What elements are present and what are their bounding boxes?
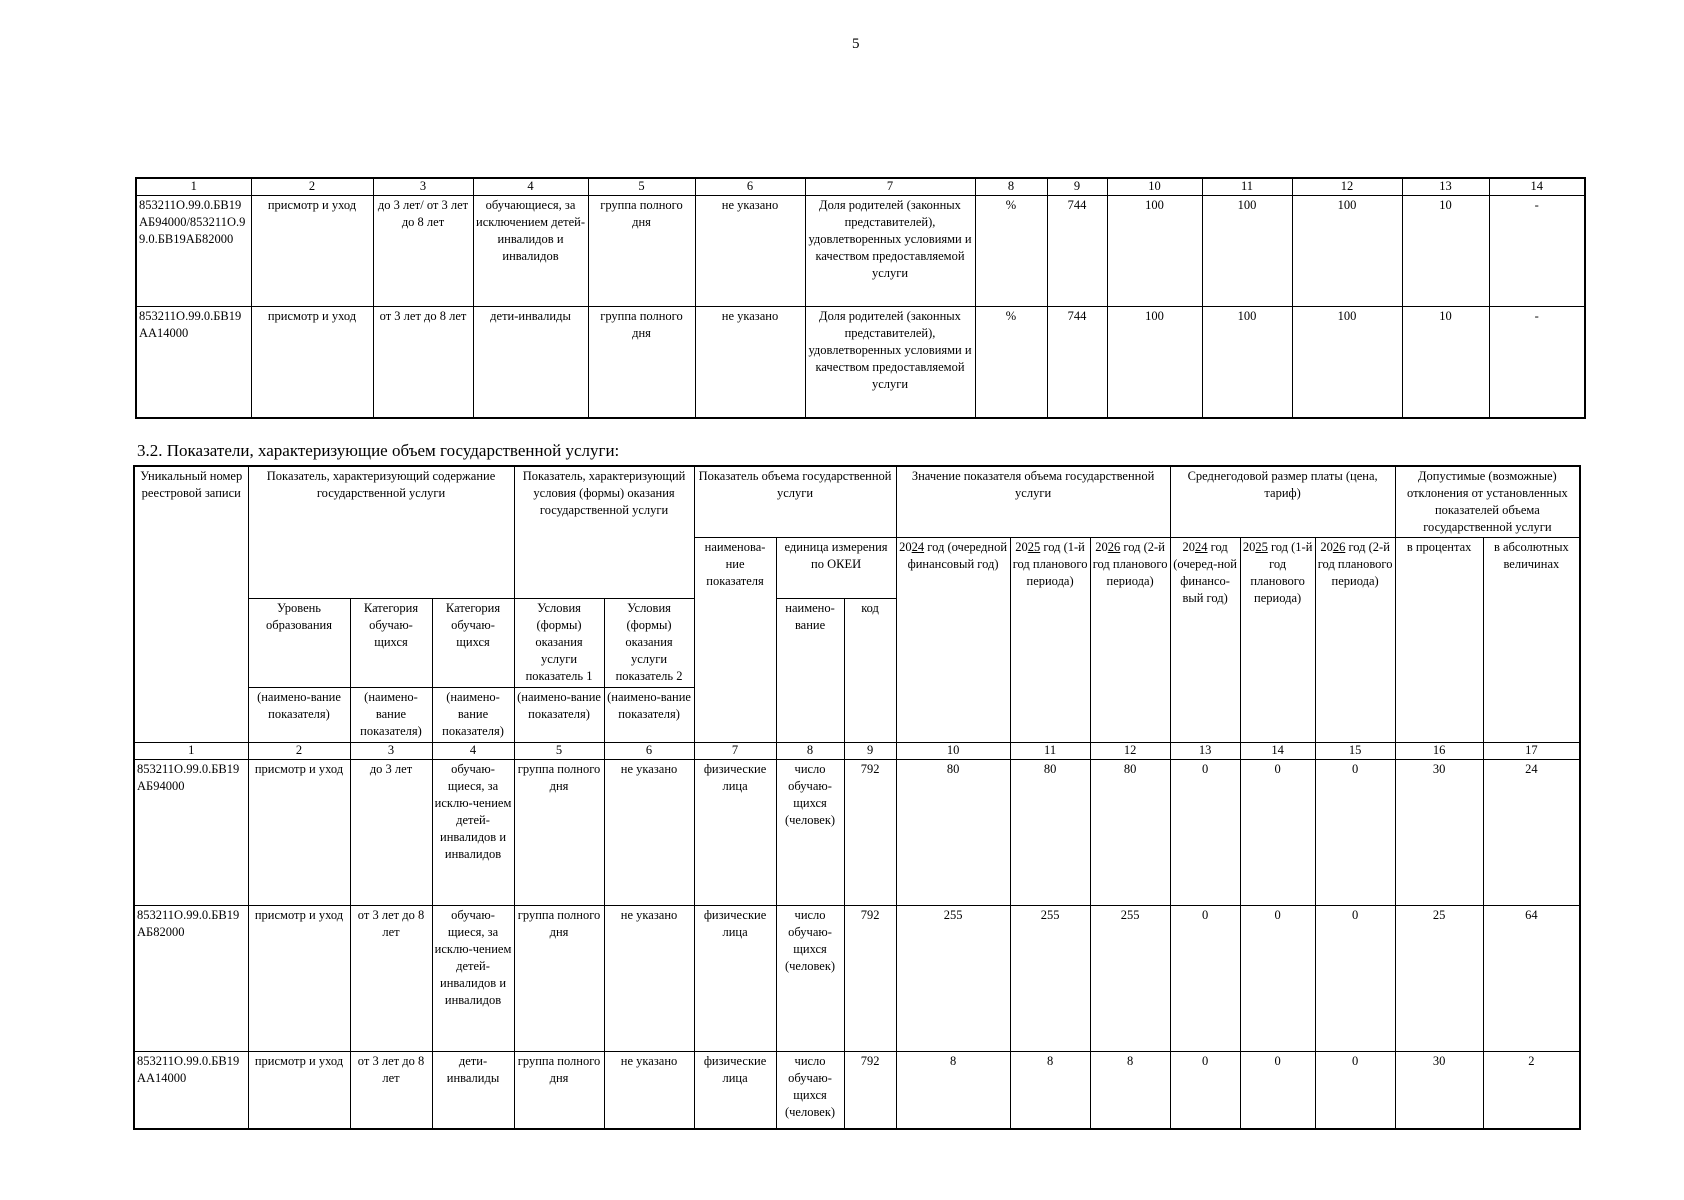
col-num: 4: [473, 178, 588, 196]
category-cell: дети-инвалиды: [432, 1052, 514, 1130]
age-cell: от 3 лет до 8 лет: [350, 906, 432, 1052]
deviation-percent: 10: [1402, 196, 1489, 307]
col-num: 6: [695, 178, 805, 196]
okei-cell: 792: [844, 760, 896, 906]
value-2025: 80: [1010, 760, 1090, 906]
col-num: 10: [896, 743, 1010, 760]
header-row: [134, 466, 1580, 538]
header-fee-group: Среднегодовой размер платы (цена, тариф): [1170, 466, 1395, 538]
header-name-indicator: (наимено-вание показателя): [432, 688, 514, 743]
deviation-absolute: 64: [1483, 906, 1580, 1052]
header-condition-1: Условия (формы) оказания услуги показатель 1: [514, 599, 604, 688]
registry-code: 853211О.99.0.БВ19АА14000: [134, 1052, 248, 1130]
year-caption: год (2-й год планового периода): [1092, 540, 1168, 588]
okei-cell: 744: [1047, 307, 1107, 419]
deviation-percent: 10: [1402, 307, 1489, 419]
fee-2026: 0: [1315, 760, 1395, 906]
condition2-cell: не указано: [604, 760, 694, 906]
deviation-absolute: 24: [1483, 760, 1580, 906]
year-suffix: 25: [1255, 540, 1268, 554]
fee-2025: 0: [1240, 760, 1315, 906]
deviation-absolute: 2: [1483, 1052, 1580, 1130]
quality-indicators-table: [135, 177, 1586, 419]
indicator-cell: Доля родителей (законных представителей), удовлетворенных условиями и качеством предоставляемой услуги: [805, 196, 975, 307]
category-cell: обучаю-щиеся, за исклю-чением детей-инвалидов и инвалидов: [432, 906, 514, 1052]
value-2024: 80: [896, 760, 1010, 906]
col-num: 8: [975, 178, 1047, 196]
col-num: 1: [136, 178, 251, 196]
value-2024: 100: [1107, 196, 1202, 307]
table-row: [136, 196, 1585, 307]
fee-2025: 0: [1240, 1052, 1315, 1130]
table-row: [136, 307, 1585, 419]
fee-2024: 0: [1170, 906, 1240, 1052]
year-suffix: 26: [1107, 540, 1121, 554]
content-cell: присмотр и уход: [251, 196, 373, 307]
header-value-group: Значение показателя объема государственной услуги: [896, 466, 1170, 538]
header-year-2024: [896, 538, 1010, 743]
indicator-cell: физические лица: [694, 760, 776, 906]
unit-cell: %: [975, 196, 1047, 307]
age-cell: до 3 лет: [350, 760, 432, 906]
condition2-cell: не указано: [695, 307, 805, 419]
year-prefix: 20: [1095, 540, 1108, 554]
header-in-absolute: в абсолютных величинах: [1483, 538, 1580, 743]
deviation-percent: 30: [1395, 760, 1483, 906]
value-2025: 255: [1010, 906, 1090, 1052]
header-category-2: Категория обучаю-щихся: [432, 599, 514, 688]
col-num: 2: [251, 178, 373, 196]
value-2024: 100: [1107, 307, 1202, 419]
fee-2024: 0: [1170, 760, 1240, 906]
indicator-cell: Доля родителей (законных представителей), удовлетворенных условиями и качеством предоставляемой услуги: [805, 307, 975, 419]
table-row: [134, 760, 1580, 906]
deviation-percent: 30: [1395, 1052, 1483, 1130]
age-cell: от 3 лет до 8 лет: [373, 307, 473, 419]
header-unit-okei: единица измерения по ОКЕИ: [776, 538, 896, 599]
col-num: 5: [588, 178, 695, 196]
year-suffix: 24: [911, 540, 925, 554]
header-fee-2024: [1170, 538, 1240, 743]
year-suffix: 26: [1332, 540, 1346, 554]
col-num: 2: [248, 743, 350, 760]
col-num: 10: [1107, 178, 1202, 196]
col-num: 17: [1483, 743, 1580, 760]
condition-cell: группа полного дня: [588, 196, 695, 307]
category-cell: дети-инвалиды: [473, 307, 588, 419]
condition-cell: группа полного дня: [514, 1052, 604, 1130]
year-prefix: 20: [1320, 540, 1333, 554]
registry-code: 853211О.99.0.БВ19АБ94000/853211О.99.0.БВ19АБ82000: [136, 196, 251, 307]
value-2026: 100: [1292, 307, 1402, 419]
year-caption: год (1-й год планового периода): [1250, 540, 1313, 605]
header-name-indicator: (наимено-вание показателя): [350, 688, 432, 743]
condition-cell: группа полного дня: [588, 307, 695, 419]
value-2025: 100: [1202, 196, 1292, 307]
age-cell: от 3 лет до 8 лет: [350, 1052, 432, 1130]
condition-cell: группа полного дня: [514, 760, 604, 906]
year-caption: год (1-й год планового периода): [1012, 540, 1088, 588]
registry-code: 853211О.99.0.БВ19АБ82000: [134, 906, 248, 1052]
unit-cell: число обучаю-щихся (человек): [776, 906, 844, 1052]
header-year-2025: [1010, 538, 1090, 743]
header-fee-2026: [1315, 538, 1395, 743]
col-num: 4: [432, 743, 514, 760]
col-num: 6: [604, 743, 694, 760]
condition-cell: группа полного дня: [514, 906, 604, 1052]
header-name-indicator: (наимено-вание показателя): [604, 688, 694, 743]
header-conditions-group: Показатель, характеризующий условия (формы) оказания государственной услуги: [514, 466, 694, 599]
year-caption: год (2-й год планового периода): [1317, 540, 1393, 588]
year-prefix: 20: [1242, 540, 1256, 554]
value-2024: 255: [896, 906, 1010, 1052]
col-num: 14: [1489, 178, 1585, 196]
deviation-absolute: -: [1489, 196, 1585, 307]
col-num: 1: [134, 743, 248, 760]
header-in-percent: в процентах: [1395, 538, 1483, 743]
fee-2025: 0: [1240, 906, 1315, 1052]
col-num: 15: [1315, 743, 1395, 760]
fee-2026: 0: [1315, 1052, 1395, 1130]
level-cell: присмотр и уход: [248, 906, 350, 1052]
col-num: 16: [1395, 743, 1483, 760]
value-2026: 255: [1090, 906, 1170, 1052]
category-cell: обучаю-щиеся, за исклю-чением детей-инвалидов и инвалидов: [432, 760, 514, 906]
header-category-1: Категория обучаю-щихся: [350, 599, 432, 688]
header-unit-name: наимено-вание: [776, 599, 844, 743]
header-deviation-group: Допустимые (возможные) отклонения от установленных показателей объема государственной услуги: [1395, 466, 1580, 538]
col-num: 12: [1292, 178, 1402, 196]
header-name-indicator: (наимено-вание показателя): [248, 688, 350, 743]
header-volume-group: Показатель объема государственной услуги: [694, 466, 896, 538]
volume-indicators-table: [133, 465, 1581, 1130]
col-num: 11: [1202, 178, 1292, 196]
condition2-cell: не указано: [695, 196, 805, 307]
col-num: 3: [350, 743, 432, 760]
col-num: 8: [776, 743, 844, 760]
fee-2026: 0: [1315, 906, 1395, 1052]
year-prefix: 20: [1182, 540, 1195, 554]
year-caption: год (очеред-ной финансо-вый год): [1173, 540, 1237, 605]
value-2026: 8: [1090, 1052, 1170, 1130]
year-prefix: 20: [1015, 540, 1028, 554]
header-unit-code: код: [844, 599, 896, 743]
fee-2024: 0: [1170, 1052, 1240, 1130]
col-num: 11: [1010, 743, 1090, 760]
value-2026: 80: [1090, 760, 1170, 906]
header-name-indicator: (наимено-вание показателя): [514, 688, 604, 743]
level-cell: присмотр и уход: [248, 760, 350, 906]
content-cell: присмотр и уход: [251, 307, 373, 419]
year-caption: год (очередной финансовый год): [907, 540, 1008, 571]
condition2-cell: не указано: [604, 1052, 694, 1130]
header-indicator-name: наименова-ние показателя: [694, 538, 776, 743]
col-num: 5: [514, 743, 604, 760]
condition2-cell: не указано: [604, 906, 694, 1052]
column-number-row: [136, 178, 1585, 196]
col-num: 7: [805, 178, 975, 196]
table-row: [134, 906, 1580, 1052]
indicator-cell: физические лица: [694, 906, 776, 1052]
value-2025: 8: [1010, 1052, 1090, 1130]
year-prefix: 20: [899, 540, 912, 554]
unit-cell: %: [975, 307, 1047, 419]
col-num: 7: [694, 743, 776, 760]
col-num: 14: [1240, 743, 1315, 760]
value-2025: 100: [1202, 307, 1292, 419]
category-cell: обучающиеся, за исключением детей-инвалидов и инвалидов: [473, 196, 588, 307]
col-num: 9: [844, 743, 896, 760]
header-condition-2: Условия (формы) оказания услуги показатель 2: [604, 599, 694, 688]
deviation-absolute: -: [1489, 307, 1585, 419]
col-num: 12: [1090, 743, 1170, 760]
col-num: 13: [1170, 743, 1240, 760]
header-year-2026: [1090, 538, 1170, 743]
level-cell: присмотр и уход: [248, 1052, 350, 1130]
page-number: 5: [852, 36, 860, 52]
okei-cell: 792: [844, 1052, 896, 1130]
col-num: 13: [1402, 178, 1489, 196]
header-content-group: Показатель, характеризующий содержание государственной услуги: [248, 466, 514, 599]
year-suffix: 24: [1195, 540, 1208, 554]
col-num: 9: [1047, 178, 1107, 196]
year-suffix: 25: [1027, 540, 1041, 554]
unit-cell: число обучаю-щихся (человек): [776, 760, 844, 906]
section-title: 3.2. Показатели, характеризующие объем государственной услуги:: [137, 441, 620, 460]
column-number-row: [134, 743, 1580, 760]
registry-code: 853211О.99.0.БВ19АА14000: [136, 307, 251, 419]
unit-cell: число обучаю-щихся (человек): [776, 1052, 844, 1130]
col-num: 3: [373, 178, 473, 196]
indicator-cell: физические лица: [694, 1052, 776, 1130]
okei-cell: 744: [1047, 196, 1107, 307]
header-fee-2025: [1240, 538, 1315, 743]
okei-cell: 792: [844, 906, 896, 1052]
age-cell: до 3 лет/ от 3 лет до 8 лет: [373, 196, 473, 307]
value-2026: 100: [1292, 196, 1402, 307]
registry-code: 853211О.99.0.БВ19АБ94000: [134, 760, 248, 906]
value-2024: 8: [896, 1052, 1010, 1130]
table-row: [134, 1052, 1580, 1130]
deviation-percent: 25: [1395, 906, 1483, 1052]
header-unique-number: Уникальный номер реестровой записи: [134, 466, 248, 743]
header-level: Уровень образования: [248, 599, 350, 688]
